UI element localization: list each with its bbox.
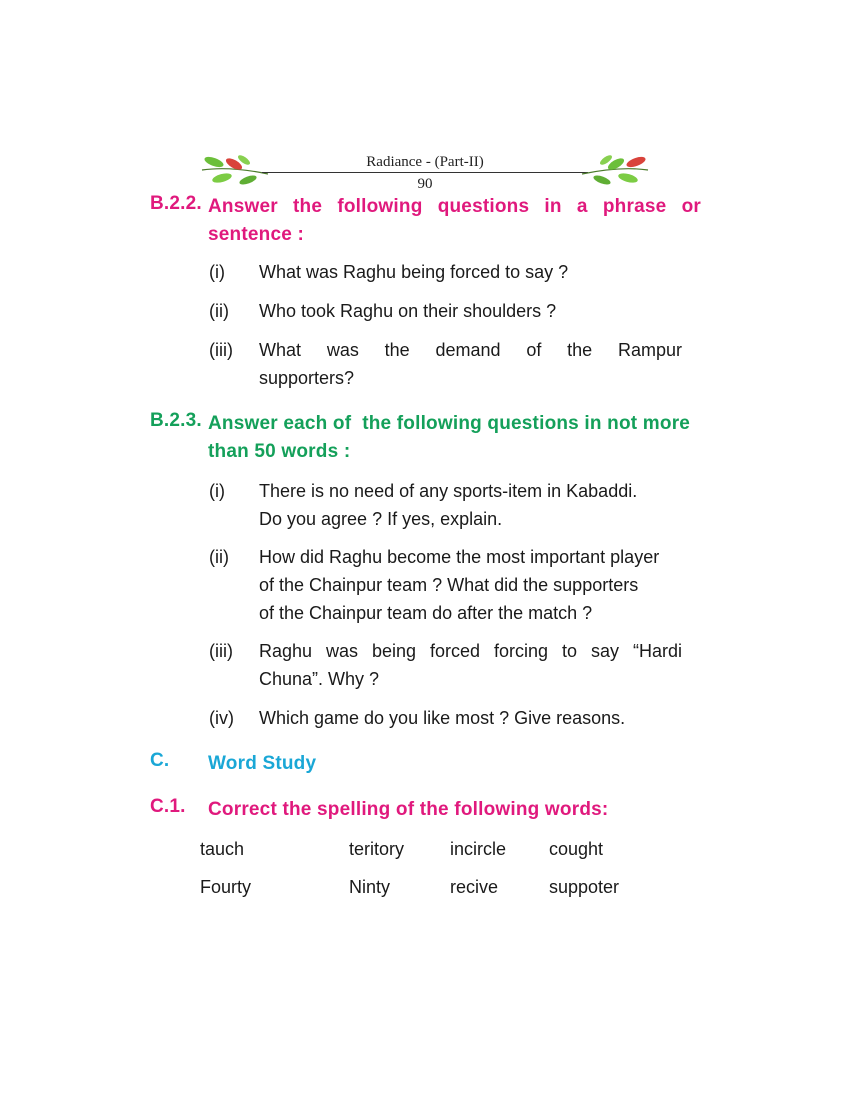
section-heading-text: Correct the spelling of the following words: — [208, 799, 609, 820]
question-line: What was Raghu being forced to say ? — [259, 262, 569, 282]
section-number: C. — [150, 750, 170, 771]
question-line: What was the demand of the Rampur — [259, 340, 682, 360]
heading-line: than 50 words : — [208, 441, 351, 462]
question-line: Raghu was being forced forcing to say “Hardi — [259, 641, 682, 661]
question-line: Which game do you like most ? Give reasons. — [259, 708, 626, 728]
section-number: C.1. — [150, 796, 186, 817]
heading-line: Answer the following questions in a phrase or — [208, 196, 701, 217]
heading-line: sentence : — [208, 224, 304, 245]
question-line: How did Raghu become the most important player — [259, 547, 660, 567]
question-line: of the Chainpur team ? What did the supporters — [259, 575, 639, 595]
section-number: B.2.3. — [150, 410, 202, 431]
question-number: (i) — [209, 262, 225, 282]
misspelled-word: recive — [450, 877, 499, 897]
question-text — [259, 637, 682, 693]
question-line: Chuna”. Why ? — [259, 669, 380, 689]
question-number: (i) — [209, 481, 225, 501]
question-text — [259, 297, 682, 325]
question-text — [259, 704, 682, 732]
leaf-ornament-right-icon — [580, 152, 650, 188]
question-line: supporters? — [259, 368, 355, 388]
question-number: (ii) — [209, 301, 229, 321]
misspelled-word: Ninty — [349, 877, 391, 897]
page-header — [200, 150, 650, 195]
section-heading-text — [208, 410, 701, 466]
misspelled-word: suppoter — [549, 877, 620, 897]
question-line: Do you agree ? If yes, explain. — [259, 509, 503, 529]
page-number: 90 — [417, 176, 433, 192]
section-heading-text — [208, 193, 701, 249]
header-rule — [262, 172, 588, 173]
section-number: B.2.2. — [150, 193, 202, 214]
heading-line: Answer each of the following questions in not more — [208, 413, 691, 434]
misspelled-word: incircle — [450, 839, 507, 859]
question-number: (iv) — [209, 708, 234, 728]
misspelled-word: cought — [549, 839, 604, 859]
misspelled-word: teritory — [349, 839, 405, 859]
question-text — [259, 477, 682, 533]
question-line: of the Chainpur team do after the match ? — [259, 603, 593, 623]
question-text — [259, 543, 682, 627]
question-text — [259, 258, 682, 286]
question-text — [259, 336, 682, 392]
section-heading-text: Word Study — [208, 753, 317, 774]
question-line: There is no need of any sports-item in Kabaddi. — [259, 481, 638, 501]
question-number: (iii) — [209, 340, 233, 360]
book-title: Radiance - (Part-II) — [366, 154, 484, 170]
misspelled-word: tauch — [200, 839, 245, 859]
misspelled-word: Fourty — [200, 877, 252, 897]
question-number: (ii) — [209, 547, 229, 567]
question-number: (iii) — [209, 641, 233, 661]
question-line: Who took Raghu on their shoulders ? — [259, 301, 557, 321]
